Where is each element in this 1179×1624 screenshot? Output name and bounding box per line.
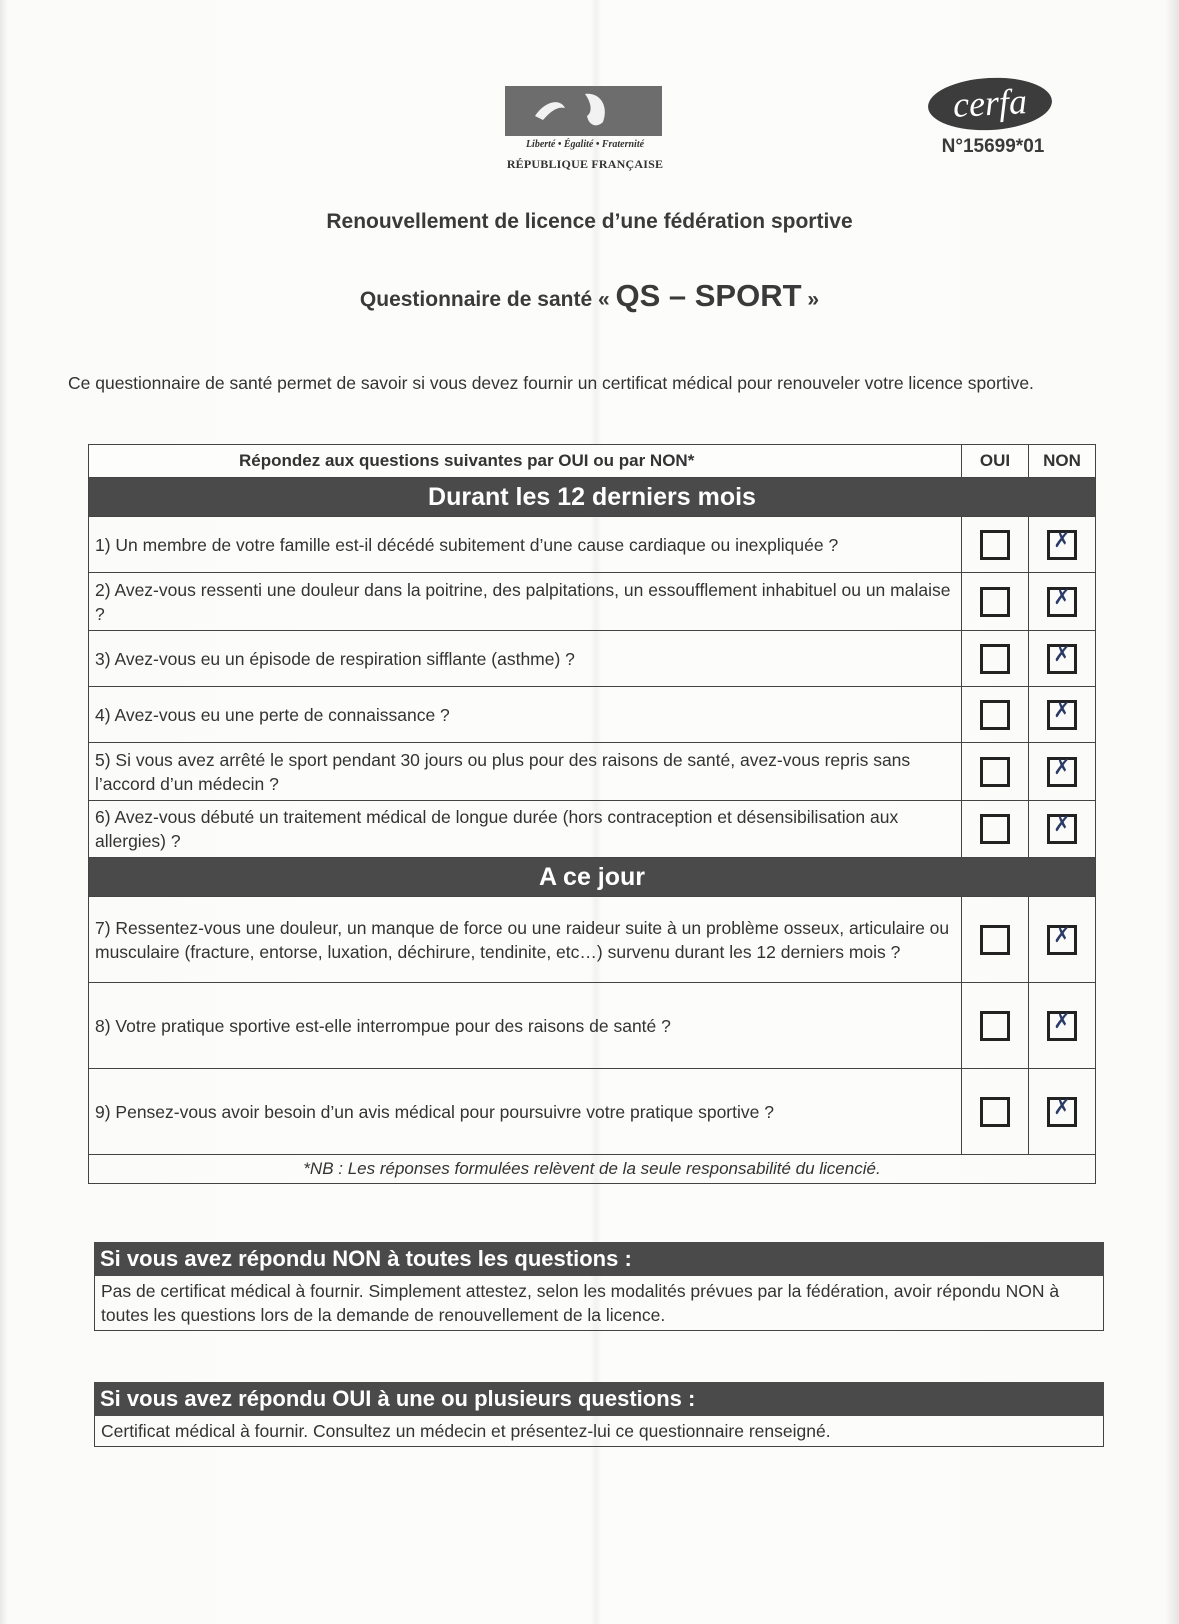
answer-cell-oui — [962, 573, 1029, 631]
cerfa-logo: cerfa — [927, 75, 1054, 133]
question-row — [89, 573, 1096, 631]
check-mark-icon: ✗ — [1053, 812, 1071, 836]
question-row — [89, 897, 1096, 983]
answer-cell-oui — [962, 983, 1029, 1069]
check-mark-icon: ✗ — [1053, 922, 1071, 947]
question-text: 3) Avez-vous eu un épisode de respiration sifflante (asthme) ? — [89, 631, 962, 687]
answer-cell-non — [1029, 1069, 1096, 1155]
cerfa-number: N°15699*01 — [941, 136, 1045, 157]
answer-cell-oui — [962, 897, 1029, 983]
check-mark-icon: ✗ — [1053, 697, 1071, 722]
answer-cell-non — [1029, 743, 1096, 801]
check-mark-icon: ✗ — [1053, 527, 1071, 552]
checkbox-non[interactable] — [1047, 922, 1077, 955]
intro-text: Ce questionnaire de santé permet de savoir si vous devez fournir un certificat médical pour renouveler votre licence sportive. — [68, 373, 1034, 393]
section-header-row — [89, 478, 1096, 517]
section-header-row — [89, 858, 1096, 897]
checkbox-oui[interactable] — [980, 757, 1010, 787]
question-text: 6) Avez-vous débuté un traitement médical de longue durée (hors contraception et désensibilisation aux allergies) ? — [89, 801, 962, 858]
info-box-oui — [94, 1382, 1104, 1447]
checkbox-non[interactable] — [1047, 1008, 1077, 1041]
checkbox-non[interactable] — [1047, 641, 1077, 674]
answer-cell-non — [1029, 687, 1096, 743]
subtitle-main: QS – SPORT — [615, 278, 802, 313]
nb-row — [89, 1155, 1096, 1184]
checkbox-oui[interactable] — [980, 925, 1010, 955]
info-oui-body: Certificat médical à fournir. Consultez un médecin et présentez-lui ce questionnaire renseigné. — [94, 1416, 1104, 1447]
answer-cell-oui — [962, 687, 1029, 743]
check-mark-icon: ✗ — [1053, 1008, 1071, 1033]
question-row — [89, 1069, 1096, 1155]
info-non-body: Pas de certificat médical à fournir. Simplement attestez, selon les modalités prévues par la fédération, avoir répondu NON à toutes les questions lors de la demande de renouvellement de la licence. — [94, 1276, 1104, 1331]
question-text: 2) Avez-vous ressenti une douleur dans la poitrine, des palpitations, un essoufflement inhabituel ou un malaise ? — [89, 573, 962, 631]
table-header-question: Répondez aux questions suivantes par OUI ou par NON* — [89, 445, 962, 478]
check-mark-icon: ✗ — [1053, 754, 1071, 779]
checkbox-oui[interactable] — [980, 814, 1010, 844]
table-header-oui: OUI — [962, 445, 1029, 478]
marianne-icon — [505, 86, 662, 136]
question-row — [89, 687, 1096, 743]
checkbox-non[interactable] — [1047, 754, 1077, 787]
answer-cell-oui — [962, 517, 1029, 573]
section-title: A ce jour — [89, 858, 1096, 897]
marianne-logo — [505, 86, 662, 136]
checkbox-non[interactable] — [1047, 697, 1077, 730]
answer-cell-oui — [962, 631, 1029, 687]
checkbox-oui[interactable] — [980, 644, 1010, 674]
question-text: 1) Un membre de votre famille est-il décédé subitement d’une cause cardiaque ou inexpliquée ? — [89, 517, 962, 573]
table-header-non: NON — [1029, 445, 1096, 478]
subtitle-prefix: Questionnaire de santé « — [359, 288, 610, 311]
questionnaire-table — [88, 444, 1096, 1184]
checkbox-non[interactable] — [1047, 814, 1077, 844]
nb-note: *NB : Les réponses formulées relèvent de la seule responsabilité du licencié. — [89, 1155, 1096, 1184]
answer-cell-non — [1029, 983, 1096, 1069]
answer-cell-non — [1029, 573, 1096, 631]
page-subtitle — [0, 278, 1179, 314]
republique-francaise-seal — [505, 86, 665, 178]
checkbox-non[interactable] — [1047, 584, 1077, 617]
question-text: 8) Votre pratique sportive est-elle interrompue pour des raisons de santé ? — [89, 983, 962, 1069]
subtitle-suffix: » — [807, 288, 820, 311]
answer-cell-non — [1029, 631, 1096, 687]
question-row — [89, 743, 1096, 801]
checkbox-non[interactable] — [1047, 527, 1077, 560]
question-row — [89, 983, 1096, 1069]
question-row — [89, 631, 1096, 687]
seal-republic-name: RÉPUBLIQUE FRANÇAISE — [506, 157, 664, 171]
checkbox-oui[interactable] — [980, 1097, 1010, 1127]
question-row — [89, 517, 1096, 573]
checkbox-oui[interactable] — [980, 530, 1010, 560]
answer-cell-non — [1029, 517, 1096, 573]
section-title: Durant les 12 derniers mois — [89, 478, 1096, 517]
checkbox-oui[interactable] — [980, 1011, 1010, 1041]
answer-cell-oui — [962, 743, 1029, 801]
question-text: 5) Si vous avez arrêté le sport pendant 30 jours ou plus pour des raisons de santé, avez-vous repris sans l’accord d’un médecin ? — [89, 743, 962, 801]
question-text: 7) Ressentez-vous une douleur, un manque de force ou une raideur suite à un problème osseux, articulaire ou musculaire (fracture, entorse, luxation, déchirure, tendinite, etc…) survenu durant les 12 derniers mois ? — [89, 897, 962, 983]
check-mark-icon: ✗ — [1053, 641, 1071, 666]
question-text: 4) Avez-vous eu une perte de connaissance ? — [89, 687, 962, 743]
question-row — [89, 801, 1096, 858]
checkbox-oui[interactable] — [980, 700, 1010, 730]
answer-cell-oui — [962, 801, 1029, 858]
table-header-row — [89, 445, 1096, 478]
checkbox-non[interactable] — [1047, 1094, 1077, 1127]
info-non-heading: Si vous avez répondu NON à toutes les questions : — [94, 1242, 1104, 1276]
answer-cell-non — [1029, 801, 1096, 858]
seal-motto: Liberté • Égalité • Fraternité — [525, 139, 645, 150]
info-box-non — [94, 1242, 1104, 1331]
question-text: 9) Pensez-vous avoir besoin d’un avis médical pour poursuivre votre pratique sportive ? — [89, 1069, 962, 1155]
checkbox-oui[interactable] — [980, 587, 1010, 617]
check-mark-icon: ✗ — [1053, 1094, 1071, 1119]
answer-cell-oui — [962, 1069, 1029, 1155]
answer-cell-non — [1029, 897, 1096, 983]
info-oui-heading: Si vous avez répondu OUI à une ou plusieurs questions : — [94, 1382, 1104, 1416]
page-title: Renouvellement de licence d’une fédération sportive — [326, 210, 853, 233]
check-mark-icon: ✗ — [1053, 584, 1071, 609]
